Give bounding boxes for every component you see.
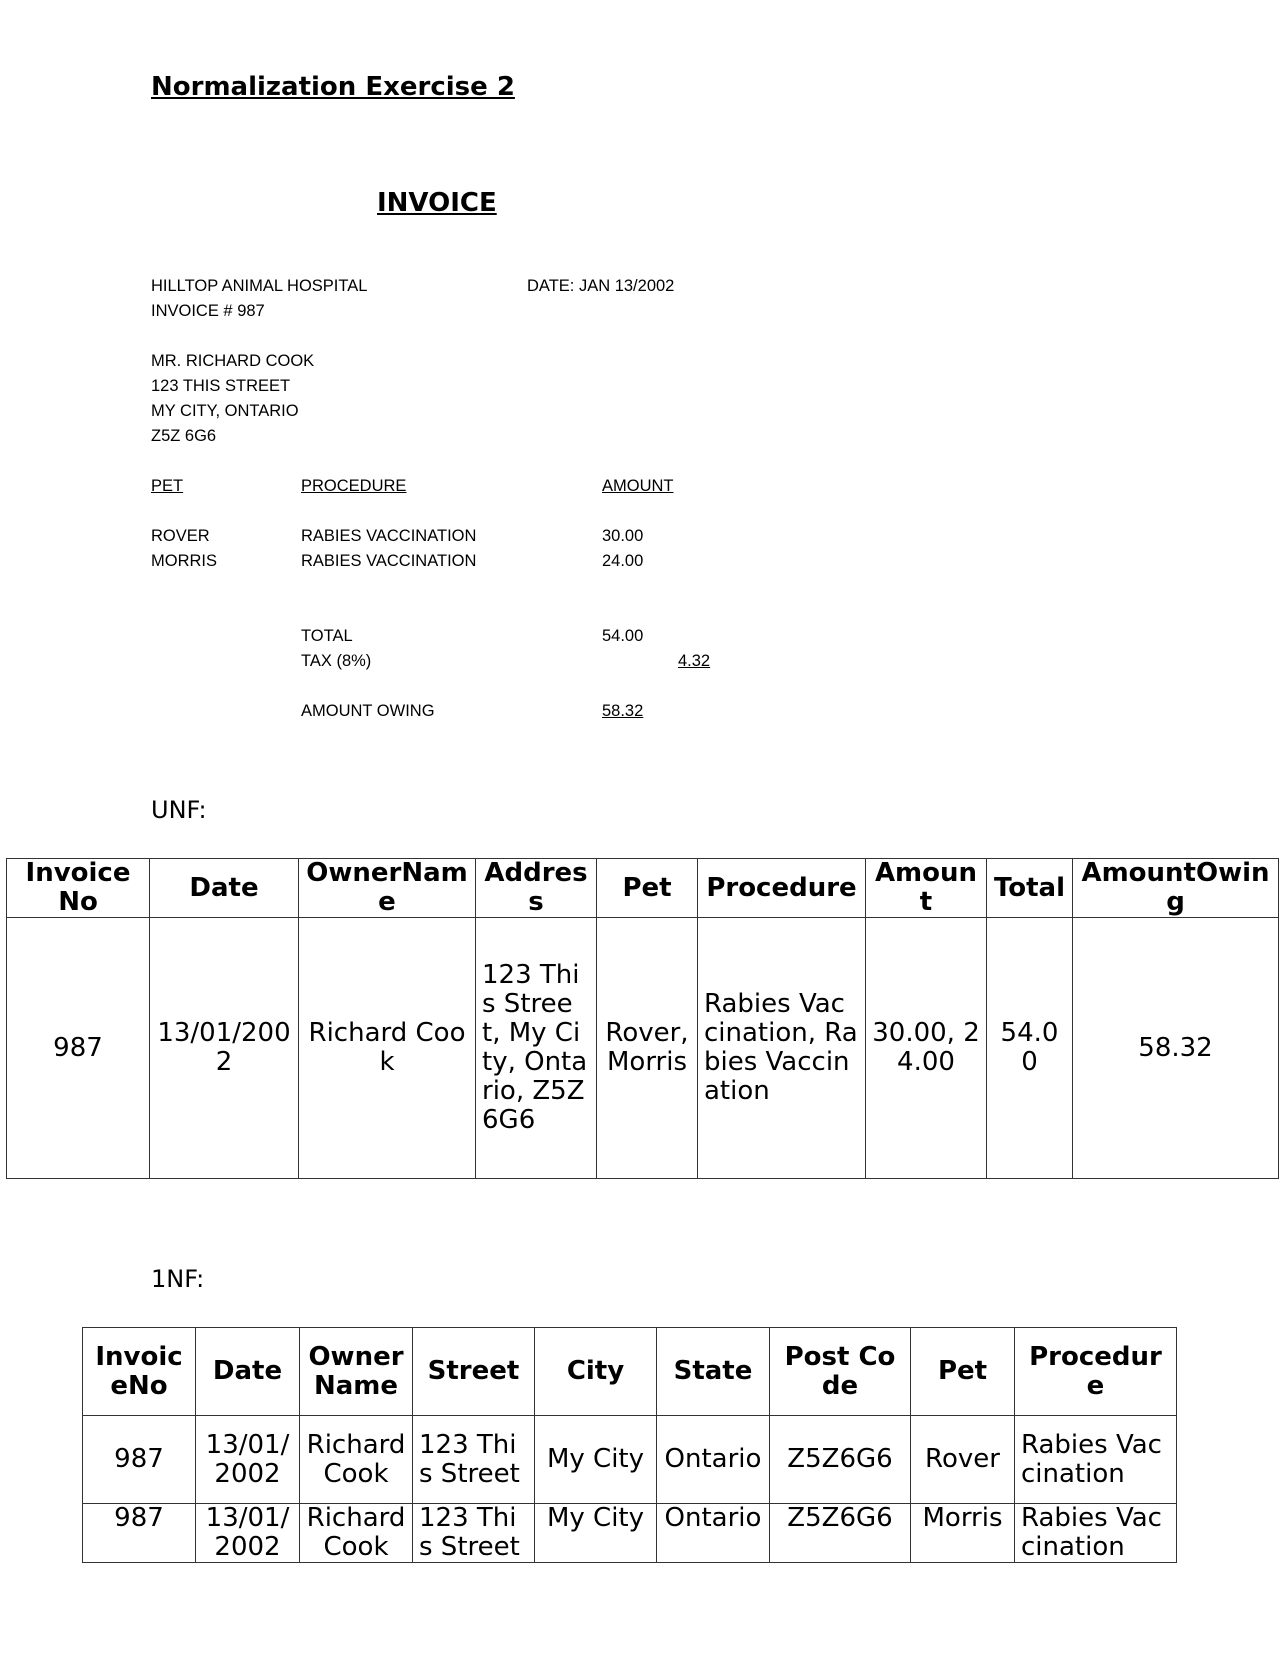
nf1-table xyxy=(82,1327,1177,1563)
unf-header-cell: Total xyxy=(987,859,1073,918)
nf1-cell xyxy=(911,1504,1015,1563)
nf1-header-row xyxy=(83,1328,1177,1416)
unf-header-cell: Amount xyxy=(866,859,987,918)
nf1-cell: My City xyxy=(535,1416,657,1504)
nf1-cell: 987 xyxy=(83,1416,196,1504)
line-1-pet: ROVER xyxy=(151,527,210,545)
customer-address-1: 123 THIS STREET xyxy=(151,377,291,395)
unf-label: UNF: xyxy=(151,796,207,824)
unf-header-cell: OwnerName xyxy=(299,859,476,918)
unf-header-cell: Pet xyxy=(597,859,698,918)
col-pet-header: PET xyxy=(151,477,184,495)
nf1-header-cell: Date xyxy=(196,1328,300,1416)
unf-cell-pet: Rover, Morris xyxy=(597,918,698,1179)
nf1-cell xyxy=(413,1504,535,1563)
line-1-procedure: RABIES VACCINATION xyxy=(301,527,477,545)
nf1-cell: 123 This Street xyxy=(413,1416,535,1504)
nf1-cell-text: 13/01/2002 xyxy=(205,1504,290,1562)
table-row xyxy=(7,918,1279,1179)
table-row xyxy=(83,1504,1177,1563)
page-title: Normalization Exercise 2 xyxy=(151,72,515,102)
nf1-cell xyxy=(770,1504,911,1563)
nf1-header-cell: Procedure xyxy=(1015,1328,1177,1416)
nf1-cell xyxy=(1015,1504,1177,1563)
unf-header-cell: Address xyxy=(476,859,597,918)
nf1-header-cell: State xyxy=(657,1328,770,1416)
nf1-cell: Richard Cook xyxy=(300,1416,413,1504)
col-procedure-header: PROCEDURE xyxy=(301,477,407,495)
nf1-cell-text: 123 This Street xyxy=(419,1504,520,1562)
line-2-procedure: RABIES VACCINATION xyxy=(301,552,477,570)
nf1-label: 1NF: xyxy=(151,1265,205,1293)
unf-cell-address: 123 This Street, My City, Ontario, Z5Z6G6 xyxy=(476,918,597,1179)
nf1-cell: Rabies Vaccination xyxy=(1015,1416,1177,1504)
unf-header-cell: Invoice No xyxy=(7,859,150,918)
tax-value: 4.32 xyxy=(678,652,711,670)
nf1-header-cell: City xyxy=(535,1328,657,1416)
nf1-cell-text: My City xyxy=(546,1504,645,1533)
invoice-number: INVOICE # 987 xyxy=(151,302,265,320)
nf1-cell: Z5Z6G6 xyxy=(770,1416,911,1504)
unf-cell-procedure: Rabies Vaccination, Rabies Vaccination xyxy=(698,918,866,1179)
nf1-cell xyxy=(196,1504,300,1563)
nf1-cell: Rover xyxy=(911,1416,1015,1504)
customer-name: MR. RICHARD COOK xyxy=(151,352,315,370)
invoice-heading: INVOICE xyxy=(377,188,497,218)
hospital-name: HILLTOP ANIMAL HOSPITAL xyxy=(151,277,368,295)
line-1-amount: 30.00 xyxy=(602,527,644,545)
nf1-header-cell: InvoiceNo xyxy=(83,1328,196,1416)
nf1-cell xyxy=(83,1504,196,1563)
nf1-header-cell: Post Code xyxy=(770,1328,911,1416)
unf-cell-amount: 30.00, 24.00 xyxy=(866,918,987,1179)
nf1-header-cell: Street xyxy=(413,1328,535,1416)
line-2-pet: MORRIS xyxy=(151,552,217,570)
invoice-date: DATE: JAN 13/2002 xyxy=(527,277,675,295)
nf1-cell-text: Richard Cook xyxy=(306,1504,406,1562)
unf-cell-total: 54.00 xyxy=(987,918,1073,1179)
owing-value: 58.32 xyxy=(602,702,644,720)
unf-cell-invoice-no: 987 xyxy=(7,918,150,1179)
owing-label: AMOUNT OWING xyxy=(301,702,435,720)
nf1-header-cell: OwnerName xyxy=(300,1328,413,1416)
customer-postcode: Z5Z 6G6 xyxy=(151,427,217,445)
nf1-cell: Ontario xyxy=(657,1416,770,1504)
col-amount-header: AMOUNT xyxy=(602,477,674,495)
nf1-cell xyxy=(300,1504,413,1563)
nf1-cell xyxy=(657,1504,770,1563)
unf-header-cell: Procedure xyxy=(698,859,866,918)
unf-cell-owing: 58.32 xyxy=(1073,918,1279,1179)
unf-header-cell: Date xyxy=(150,859,299,918)
nf1-cell-text: 987 xyxy=(114,1504,164,1533)
line-2-amount: 24.00 xyxy=(602,552,644,570)
nf1-cell-text: Morris xyxy=(922,1504,1003,1533)
nf1-cell-text: Ontario xyxy=(664,1504,762,1533)
unf-header-row xyxy=(7,859,1279,918)
nf1-cell: 13/01/2002 xyxy=(196,1416,300,1504)
unf-table xyxy=(6,858,1279,1179)
nf1-cell-text: Rabies Vaccination xyxy=(1021,1504,1162,1562)
tax-label: TAX (8%) xyxy=(301,652,372,670)
customer-address-2: MY CITY, ONTARIO xyxy=(151,402,299,420)
nf1-cell xyxy=(535,1504,657,1563)
unf-header-cell: AmountOwing xyxy=(1073,859,1279,918)
nf1-header-cell: Pet xyxy=(911,1328,1015,1416)
total-label: TOTAL xyxy=(301,627,353,645)
table-row xyxy=(83,1416,1177,1504)
total-value: 54.00 xyxy=(602,627,644,645)
unf-cell-date: 13/01/2002 xyxy=(150,918,299,1179)
nf1-cell-text: Z5Z6G6 xyxy=(787,1504,893,1533)
unf-cell-owner: Richard Cook xyxy=(299,918,476,1179)
